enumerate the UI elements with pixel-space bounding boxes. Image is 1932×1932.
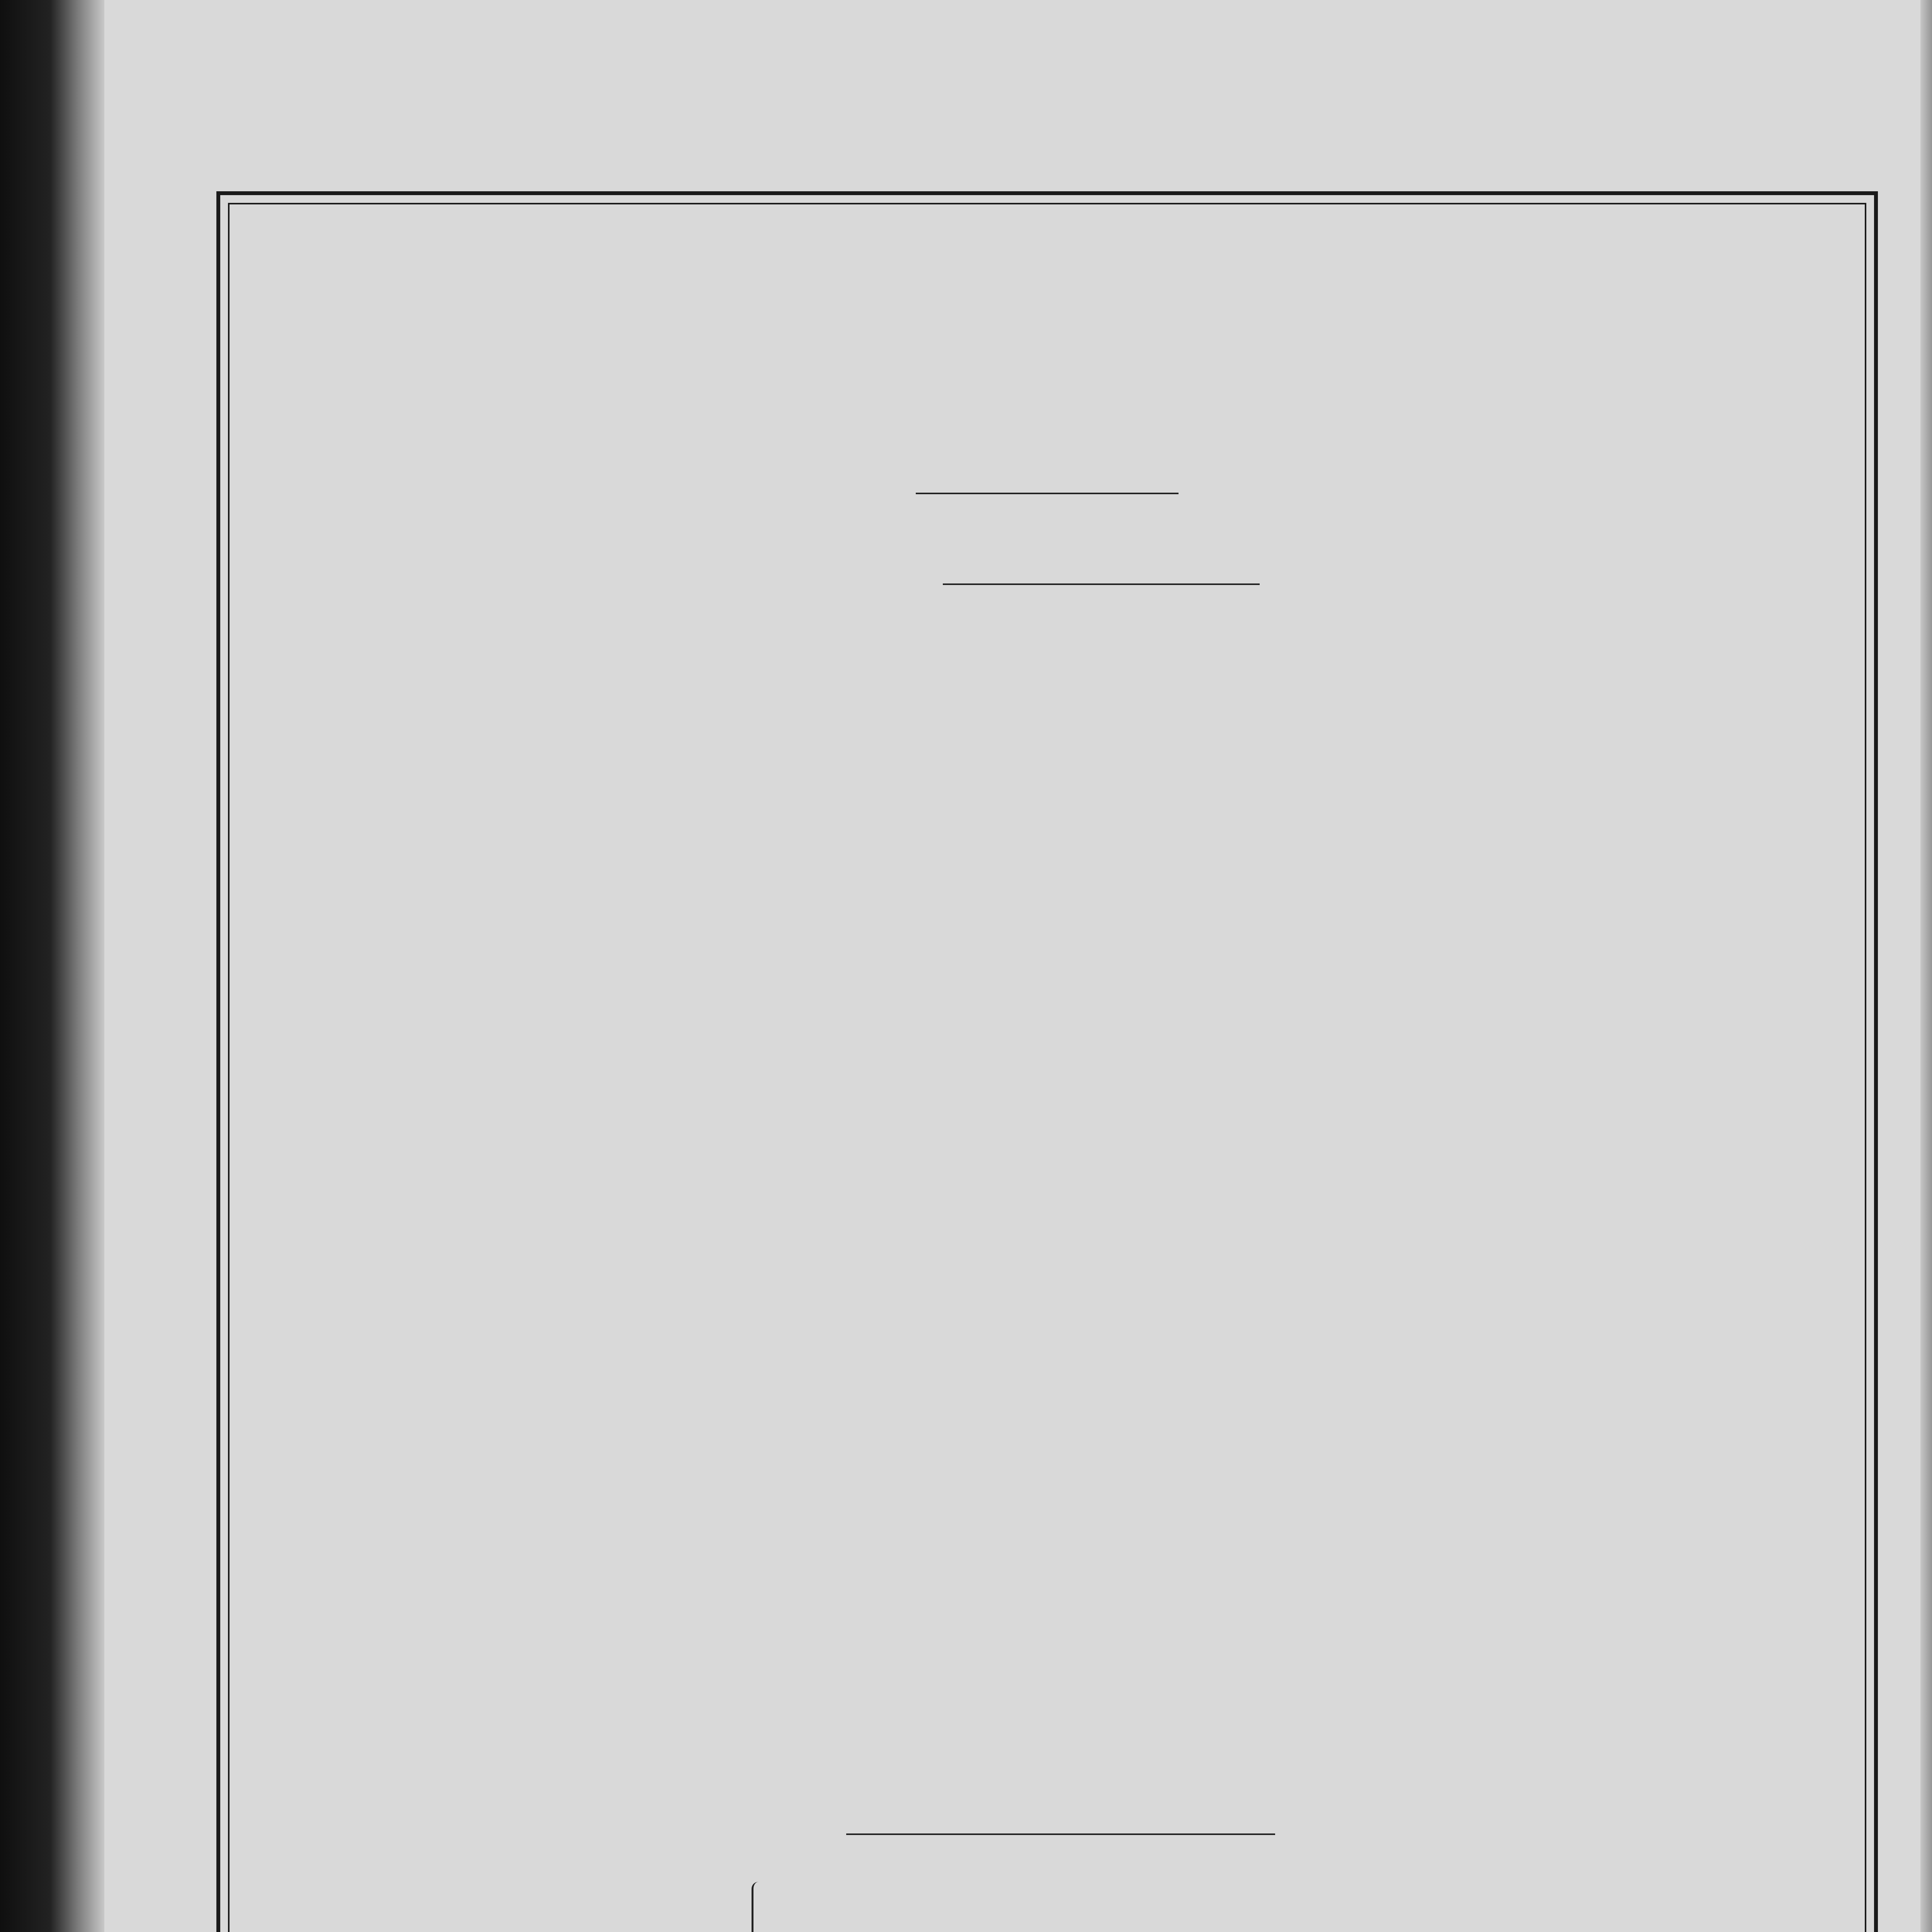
inner-frame [228,203,1866,1932]
title-rule [916,493,1179,494]
page-edge [1920,0,1932,1932]
section-rule [846,1833,1275,1835]
book-binding [0,0,104,1932]
brace [752,1882,762,1932]
notes-rule [943,583,1260,585]
